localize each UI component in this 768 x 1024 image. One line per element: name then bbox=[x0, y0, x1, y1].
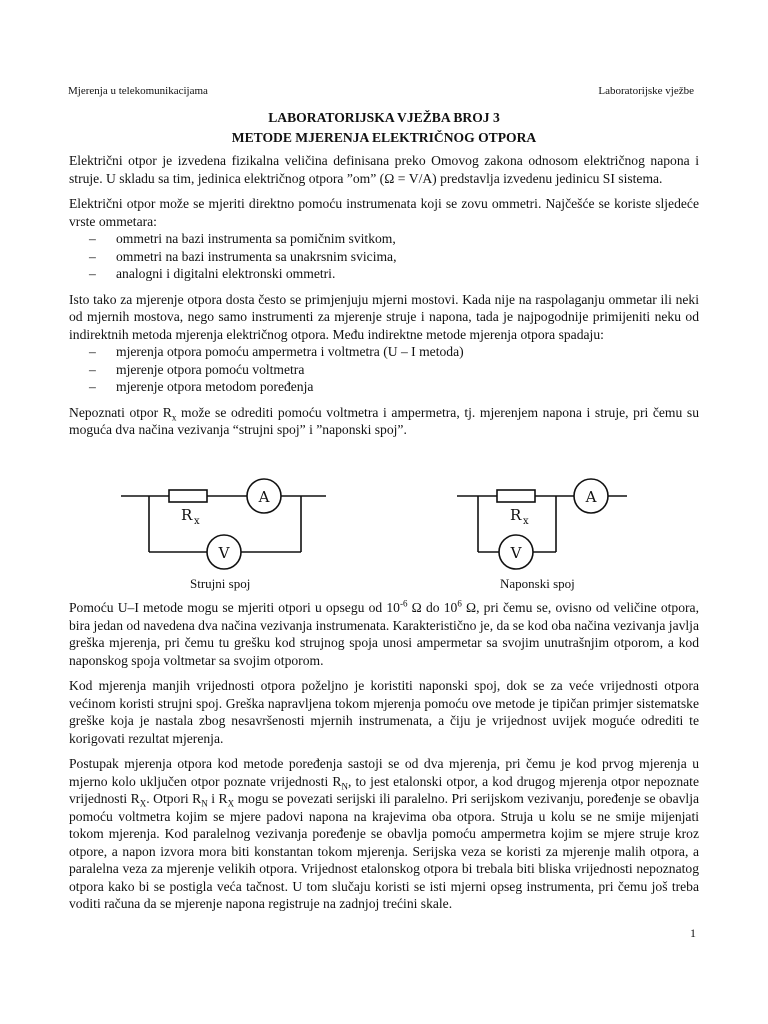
caption-naponski: Naponski spoj bbox=[500, 576, 575, 591]
upper-text bbox=[69, 152, 699, 439]
ammeter-label: A bbox=[585, 488, 597, 506]
resistor-label: R bbox=[510, 506, 522, 524]
list-item: – mjerenja otpora pomoću ampermetra i voltmetra (U – I metoda) bbox=[69, 343, 699, 361]
paragraph-unknown-resistor: Nepoznati otpor $R_x$ može se odrediti pomoću voltmetra i ampermetra, tj. mjerenjem napona i struje, pri čemu su moguća dva načina vezivanja “strujni spoj” i ”naponski spoj”. bbox=[69, 404, 700, 437]
circuit-diagrams bbox=[69, 476, 699, 596]
paragraph-bridges: Isto tako za mjerenje otpora dosta često se primjenjuju mjerni mostovi. Kada nije na raspolaganju ommetar ili neki od mjernih mostova, nego samo instrumenti za mjerenje struje i napona, tada je najpogodnije primijeniti neku od indirektnih metoda mjerenja električnog otpora. Među indirektne metode mjerenja otpora spadaju: bbox=[69, 291, 699, 342]
paragraph-comparison-method: Postupak mjerenja otpora kod metode poređenja sastoji se od dva mjerenja, pri čemu je kod prvog mjerenja u mjerno kolo uključen otpor poznate vrijednosti $R_N$, to jest etalonski otpor, a kod drugog mjerenja otpor nepoznate vrijednosti $R_X$. Otpori $R_N$ i $R_X$ mogu se povezati serijski ili paralelno. Pri serijskom vezivanju, poređenje se obavlja pomoću voltmetra kojim se mjere padovi napona na krajevima oba otpora. Struja u kolu se ne smije mijenjati tokom mjerenja. Kod paralelnog vezivanja poređenje se obavlja pomoću ampermetra kojim se mjere struje kroz otpore, a napon izvora mora biti konstantan tokom mjerenja. Serijska veza se koristi za mjerenje malih otpora, a paralelna veza za mjerenje velikih otpora. Vrijednost etalonskog otpora bi trebala biti bliska vrijednosti nepoznatog otpora kako bi se postigla veća tačnost. U tom slučaju koristi se isti mjerni opseg instrumenta, pri čemu još treba voditi računa da se mjerenje napona registruje na zadnjoj trećini skale. bbox=[69, 756, 700, 911]
method-list bbox=[69, 343, 699, 396]
list-item: – ommetri na bazi instrumenta sa pomičnim svitkom, bbox=[69, 230, 699, 248]
paragraph-ui-method: Pomoću U–I metode mogu se mjeriti otpori u opsegu od $10^{-6}$ Ω do $10^6$ Ω, pri čemu se, ovisno od veličine otpora, bira jedan od navedena dva načina vezivanja instrumenata. Karakteristično je, da se kod oba načina vezivanja javlja greška mjerenja, pri čemu tu grešku kod strujnog spoja unosi ampermetar sa svojim unutrašnjim otporom, a kod naponskog spoja voltmetar sa svojim otporom. bbox=[69, 598, 699, 668]
voltmeter-label: V bbox=[510, 544, 522, 562]
page-number: 1 bbox=[690, 926, 696, 940]
list-item: – mjerenje otpora pomoću voltmetra bbox=[69, 361, 699, 379]
paragraph-definition: Električni otpor je izvedena fizikalna veličina definisana preko Omovog zakona odnosom električnog napona i struje. U skladu sa tim, jedinica električnog otpora ”om” (Ω = V/A) predstavlja izvedenu jedinicu SI sistema. bbox=[69, 153, 699, 186]
resistor-label: R bbox=[181, 506, 193, 524]
resistor-subscript: x bbox=[194, 516, 200, 527]
header-right: Laboratorijske vježbe bbox=[598, 85, 694, 97]
voltmeter-label: V bbox=[218, 544, 230, 562]
list-item: – ommetri na bazi instrumenta sa unakrsnim svicima, bbox=[69, 248, 699, 266]
list-item: – mjerenje otpora metodom poređenja bbox=[69, 378, 699, 396]
resistor-subscript: x bbox=[523, 516, 529, 527]
ammeter-label: A bbox=[258, 488, 270, 506]
paragraph-systematic-error: Kod mjerenja manjih vrijednosti otpora poželjno je koristiti naponski spoj, dok se za veće vrijednosti otpora većinom koristi strujni spoj. Greška napravljena tokom mjerenja pomoću ove metode je tipičan primjer sistematske greške koja je nastala zbog nesavršenosti mjernih instrumenata, a čiju je vrijednost uvijek moguće odrediti te korigovati rezultat mjerenja. bbox=[69, 678, 699, 746]
lower-text bbox=[69, 599, 699, 913]
header-left: Mjerenja u telekomunikacijama bbox=[68, 85, 208, 97]
paragraph-ohmmeters: Električni otpor može se mjeriti direktno pomoću instrumenata koji se zovu ommetri. Najčešće se koriste sljedeće vrste ommetara: bbox=[69, 196, 699, 229]
list-item: – analogni i digitalni elektronski ommetri. bbox=[69, 265, 699, 283]
ohmmeter-list bbox=[69, 230, 699, 283]
caption-strujni: Strujni spoj bbox=[190, 576, 251, 591]
page-title: LABORATORIJSKA VJEŽBA BROJ 3 bbox=[268, 110, 500, 125]
page-subtitle: METODE MJERENJA ELEKTRIČNOG OTPORA bbox=[231, 130, 537, 145]
